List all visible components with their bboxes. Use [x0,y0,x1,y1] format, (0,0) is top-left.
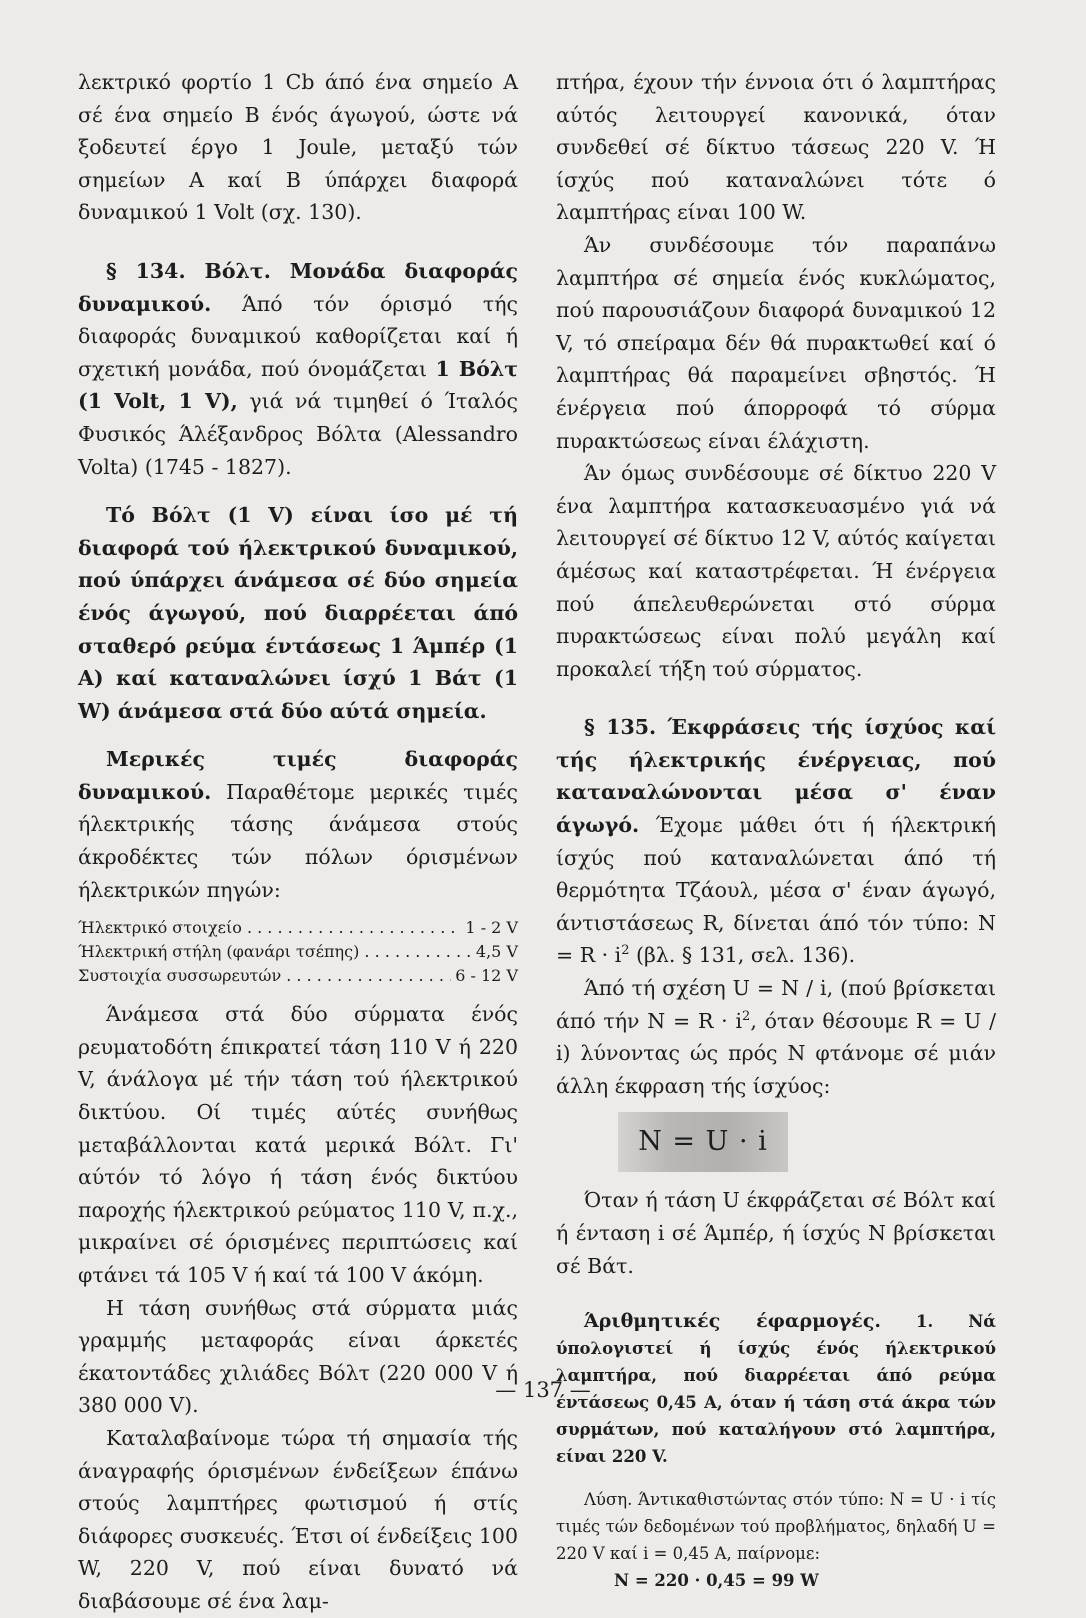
voltage-table [78,916,518,988]
right-column [556,66,996,1594]
superscript-2: 2 [742,1008,751,1024]
volt-definition: Τό Βόλτ (1 V) είναι ίσο μέ τή διαφορά τού ήλεκτρικού δυναμικού, πού ύπάρχει άνάμεσα σέ δύο σημεία ένός άγωγού, πού διαρρέεται άπό σταθερό ρεύμα έντάσεως 1 Άμπέρ (1 A) καί καταναλώνει ίσχύ 1 Βάτ (1 W) άνάμεσα στά δύο αύτά σημεία. [78,503,518,723]
power-formula: N = U · i [638,1126,768,1158]
units-paragraph: Όταν ή τάση U έκφράζεται σέ Βόλτ καί ή ένταση i σέ Άμπέρ, ή ίσχύς N βρίσκεται σέ Βάτ. [556,1188,996,1278]
ratings-paragraph: Καταλαβαίνομε τώρα τή σημασία τής άναγραφής όρισμένων ένδείξεων έπάνω στούς λαμπτήρες φωτισμού ή στίς διάφορες συσκευές. Έτσι οί ένδείξεις 100 W, 220 V, πού είναι δυνατό νά διαβάσουμε σέ ένα λαμ- [78,1425,518,1613]
section-135 [556,711,996,972]
solution-result: N = 220 · 0,45 = 99 W [614,1571,819,1591]
section-135-text-a: Έχομε μάθει ότι ή ήλεκτρική ίσχύς πού καταναλώνεται άπό τή θερμότητα Τζάουλ, μέσα σ' έναν άγωγό, άντιστάσεως R, δίνεται άπό τόν τύπο: N = R · i [556,813,996,968]
derivation-text-b: , όταν θέσουμε R = U / i) λύνοντας ώς πρός N φτάνομε σέ μιάν άλλη έκφραση τής ίσχύος: [556,1008,997,1098]
table-row-value: 6 - 12 V [455,966,518,986]
section-134-text-a: Άπό τόν όρισμό τής διαφοράς δυναμικού καθορίζεται καί ή σχετική μονάδα, πού όνομάζεται [78,291,518,381]
table-row [78,916,518,940]
section-135-text-b: (βλ. § 131, σελ. 136). [629,943,856,968]
values-paragraph [78,743,518,906]
paragraph-volt-intro: λεκτρικό φορτίο 1 Cb άπό ένα σημείο Α σέ ένα σημείο Β ένός άγωγού, ώστε νά ξοδευτεί έργο 1 Joule, μεταξύ τών σημείων Α καί Β ύπάρχει διαφορά δυναμικού 1 Volt (σχ. 130). [78,70,518,225]
lamp-12v-paragraph: Άν συνδέσουμε τόν παραπάνω λαμπτήρα σέ σημεία ένός κυκλώματος, πού παρουσιάζουν διαφορά δυναμικού 12 V, τό σπείραμα δέν θά πυρακτωθεί καί ό λαμπτήρας θά παραμείνει σβηστός. Ή ένέργεια πού άπορροφά τό σύρμα πυρακτώσεως είναι έλάχιστη. [556,232,996,453]
table-row-label: Ήλεκτρική στήλη (φανάρι τσέπης) . . . [78,940,472,964]
lamp-220v-paragraph: Άν όμως συνδέσουμε σέ δίκτυο 220 V ένα λαμπτήρα κατασκευασμένο γιά νά λειτουργεί σέ δίκτυο 12 V, αύτός καίγεται άμέσως καί καταστρέφεται. Ή ένέργεια πού άπελευθερώνεται στό σύρμα πυρακτώσεως είναι πολύ μεγάλη καί προκαλεί τήξη τού σύρματος. [556,461,996,681]
derivation-text-a: Άπό τή σχέση U = N / i, (πού βρίσκεται άπό τήν N = R · i [556,976,996,1033]
table-row-value: 4,5 V [475,942,518,962]
values-text: Παραθέτομε μερικές τιμές ήλεκτρικής τάσης άνάμεσα στούς άκροδέκτες τών πόλων όρισμένων ήλεκτρικών πηγών: [78,779,518,902]
power-formula-box [618,1112,788,1172]
applications-heading: Άριθμητικές έφαρμογές. [584,1310,882,1333]
applications [556,1308,996,1594]
table-row-value: 1 - 2 V [465,918,518,938]
application-1-text: 1. Νά ύπολογιστεί ή ίσχύς ένός ήλεκτρικού λαμπτήρα, πού διαρρέεται άπό ρεύμα έντάσεως 0,45 A, όταν ή τάση στά άκρα τών συρμάτων, πού καταλήγουν στό λαμπτήρα, είναι 220 V. [556,1312,996,1467]
lamp-rating-paragraph: πτήρα, έχουν τήν έννοια ότι ό λαμπτήρας αύτός λειτουργεί κανονικά, όταν συνδεθεί σέ δίκτυο τάσεως 220 V. Ή ίσχύς πού καταναλώνει τότε ό λαμπτήρας είναι 100 W. [556,70,996,225]
table-row [78,964,518,988]
section-134 [78,255,518,483]
table-row-label: Ήλεκτρικό στοιχείο . . . [78,916,461,940]
section-134-heading: § 134. Βόλτ. Μονάδα διαφοράς δυναμικού. [78,258,518,316]
superscript-2: 2 [621,943,630,959]
section-134-volt-unit: 1 Βόλτ (1 Volt, 1 V), [78,356,518,414]
solution-paragraph: Λύση. Άντικαθιστώντας στόν τύπο: N = U · i τίς τιμές τών δεδομένων τού προβλήματος, δηλαδή U = 220 V καί i = 0,45 A, παίρνομε: [556,1490,996,1564]
network-voltage-paragraph: Άνάμεσα στά δύο σύρματα ένός ρευματοδότη έπικρατεί τάση 110 V ή 220 V, άνάλογα μέ τήν τάση τού ήλεκτρικού δικτύου. Οί τιμές αύτές συνήθως μεταβάλλονται κατά μερικά Βόλτ. Γι' αύτόν τό λόγο ή τάση ένός δικτύου παροχής ήλεκτρικού ρεύματος 110 V, π.χ., μικραίνει σέ όρισμένες περιπτώσεις καί φτάνει τά 105 V ή καί τά 100 V άκόμη. [78,1002,518,1287]
transmission-line-paragraph: Η τάση συνήθως στά σύρματα μιάς γραμμής μεταφοράς είναι άρκετές έκατοντάδες χιλιάδες Βόλτ (220 000 V ή 380 000 V). [78,1295,518,1418]
table-row [78,940,518,964]
formula-container [556,1112,996,1172]
values-heading: Μερικές τιμές διαφοράς δυναμικού. [78,747,518,804]
section-134-text-c: γιά νά τιμηθεί ό Ίταλός Φυσικός Άλέξανδρος Βόλτα (Alessandro Volta) (1745 - 1827). [78,389,518,479]
page-number: — 137 — [495,1378,591,1402]
section-135-heading: § 135. Έκφράσεις τής ίσχύος καί τής ήλεκτρικής ένέργειας, πού καταναλώνονται μέσα σ' έναν άγωγό. [556,715,996,838]
table-row-label: Συστοιχία συσσωρευτών . . . [78,964,451,988]
derivation-paragraph [556,972,996,1102]
